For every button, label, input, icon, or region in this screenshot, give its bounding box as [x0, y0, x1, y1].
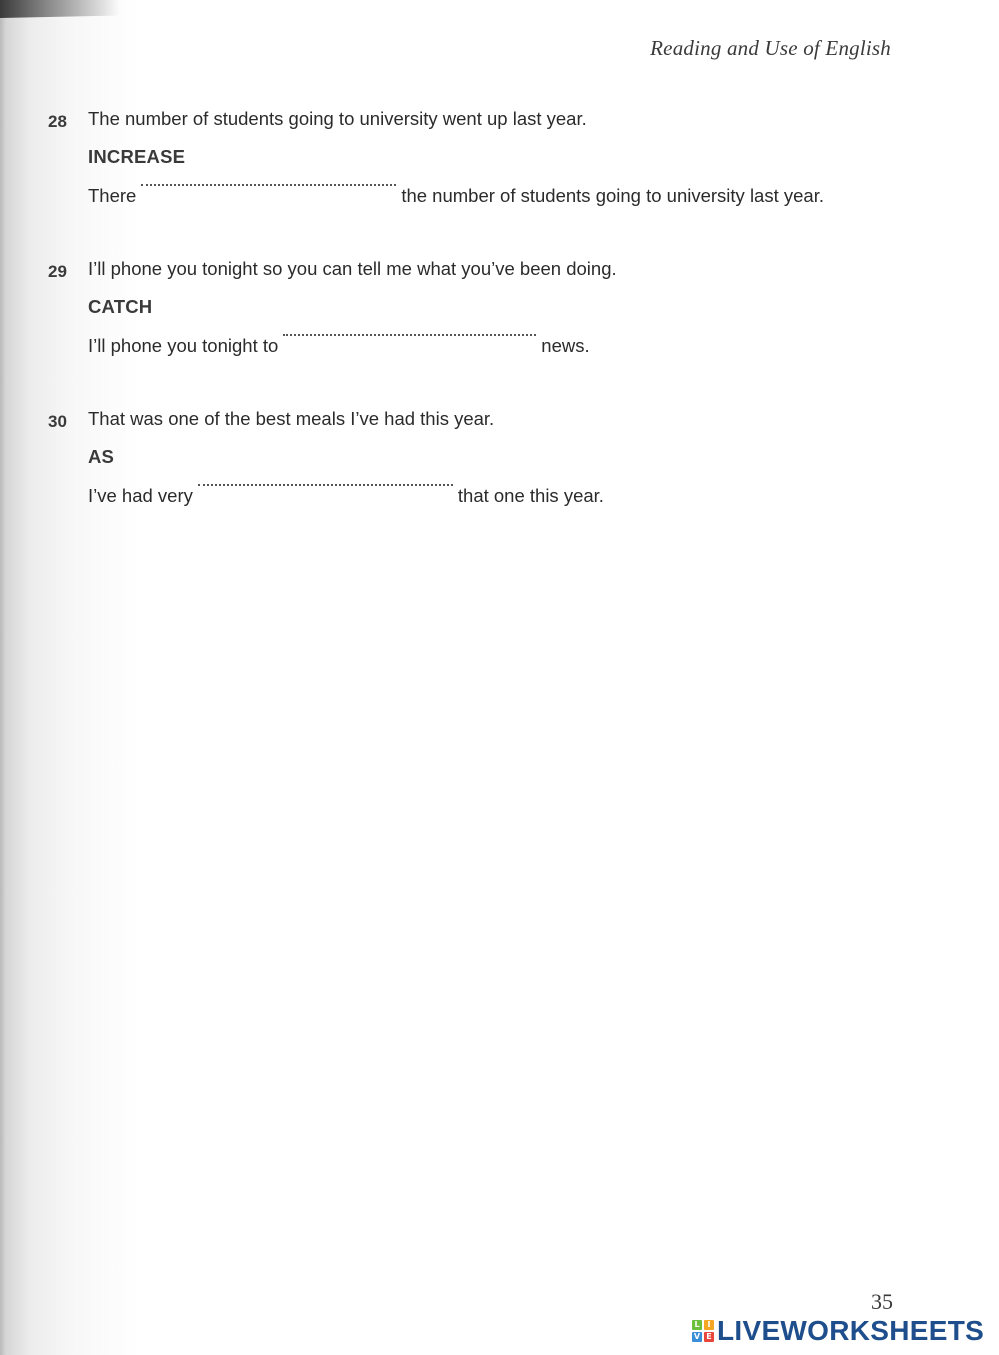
question-30	[48, 408, 908, 506]
answer-input-29[interactable]	[283, 337, 536, 357]
answer-gap[interactable]	[198, 485, 453, 507]
logo-letter: I	[704, 1320, 714, 1330]
answer-gap[interactable]	[141, 185, 396, 207]
logo-letter: E	[704, 1332, 714, 1342]
answer-line	[88, 185, 824, 207]
question-sentence: I’ll phone you tonight so you can tell me what you’ve been doing.	[88, 258, 617, 279]
answer-suffix: the number of students going to university last year.	[401, 185, 824, 206]
answer-line	[88, 485, 604, 507]
answer-prefix: I’ll phone you tonight to	[88, 335, 279, 356]
keyword: INCREASE	[88, 146, 186, 167]
dotted-line	[198, 483, 453, 486]
running-head: Reading and Use of English	[650, 36, 891, 60]
keyword: CATCH	[88, 296, 153, 317]
logo-letter: L	[692, 1320, 702, 1330]
dotted-line	[283, 333, 536, 336]
answer-input-28[interactable]	[141, 187, 396, 207]
logo-letter: V	[693, 1332, 701, 1341]
question-row	[48, 408, 908, 434]
answer-suffix: news.	[541, 335, 590, 356]
question-number: 28	[48, 112, 67, 131]
question-29	[48, 258, 908, 356]
answer-prefix: There	[88, 185, 137, 206]
question-sentence: That was one of the best meals I’ve had this year.	[88, 408, 495, 429]
question-number: 30	[48, 412, 67, 431]
page-number: 35	[871, 1289, 893, 1314]
question-sentence: The number of students going to university went up last year.	[88, 108, 587, 129]
question-row	[48, 108, 908, 134]
answer-suffix: that one this year.	[457, 485, 604, 506]
question-row	[48, 258, 908, 284]
logo-icon	[692, 1320, 714, 1342]
answer-input-30[interactable]	[198, 487, 453, 507]
dotted-line	[141, 183, 396, 186]
keyword: AS	[88, 446, 115, 467]
answer-prefix: I’ve had very	[88, 485, 193, 506]
question-28	[48, 108, 908, 206]
logo-text: LIVEWORKSHEETS	[717, 1315, 985, 1346]
liveworksheets-logo	[692, 1316, 984, 1346]
scan-edge	[0, 0, 120, 18]
question-number: 29	[48, 262, 67, 281]
answer-line	[88, 335, 590, 357]
answer-gap[interactable]	[283, 335, 536, 357]
